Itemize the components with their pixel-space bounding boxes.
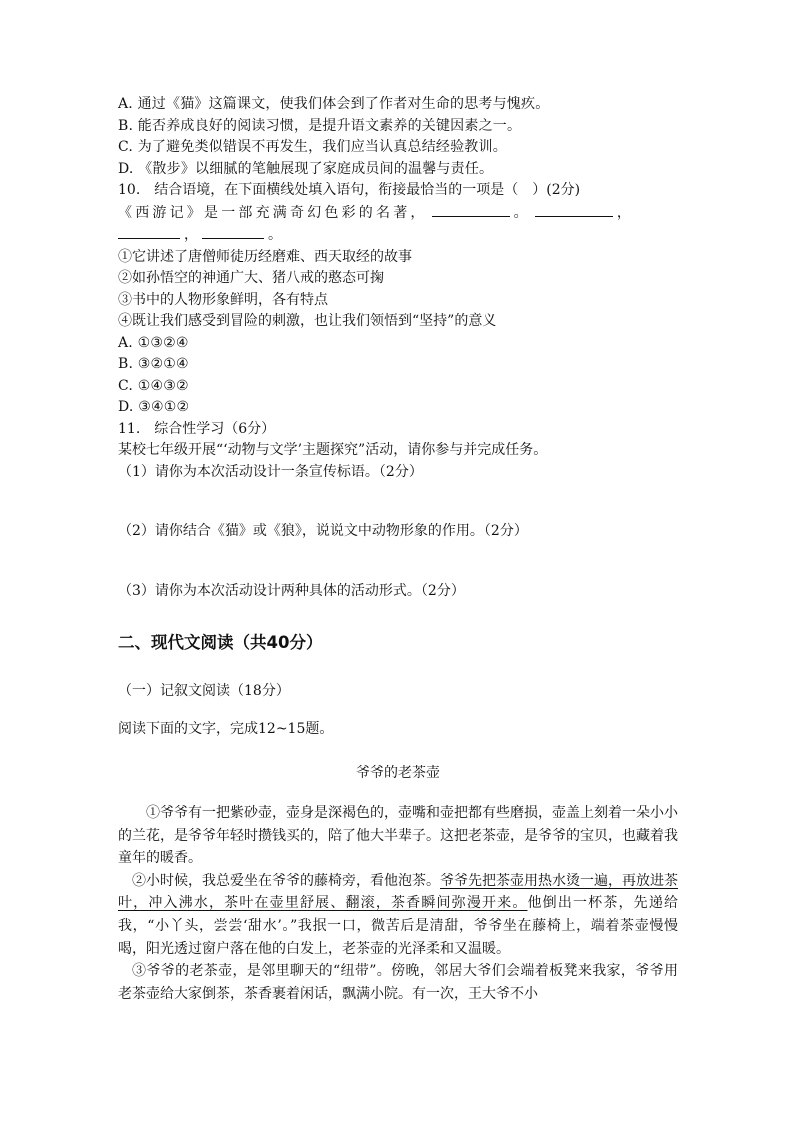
q10-blank-2 xyxy=(535,202,613,217)
paragraph-2-end: 他倒出一杯茶，先递给我，“小丫头，尝尝‘甜水’。”我抿一口，微苦后是清甜，爷爷坐在藤椅上，端着茶壶慢慢喝，阳光透过窗户落在他的白发上，老茶壶的光泽柔和又温暖。 xyxy=(118,895,678,957)
page-content xyxy=(118,94,678,1005)
q10-option-d: D. ③④①② xyxy=(118,399,190,415)
reading-instruction: 阅读下面的文字，完成12~15题。 xyxy=(118,721,334,737)
paragraph-2-start: ②小时候，我总爱坐在爷爷的藤椅旁，看他泡茶。 xyxy=(132,872,440,889)
q10-item-2: ②如孙悟空的神通广大、猪八戒的憨态可掬 xyxy=(118,270,384,286)
q10-sep-2: ， xyxy=(616,204,635,221)
q10-sep-3: ， xyxy=(184,227,198,243)
q10-sentence-start: 《西游记》是一部充满奇幻色彩的名著， xyxy=(118,204,428,221)
q10-blank-1 xyxy=(432,202,510,217)
story-title: 爷爷的老茶壶 xyxy=(356,765,440,781)
q9-option-a: A. 通过《猫》这篇课文，使我们体会到了作者对生命的思考与愧疚。 xyxy=(118,96,550,112)
q10-sep-4: 。 xyxy=(268,227,282,243)
q11-task-3: （3）请你为本次活动设计两种具体的活动形式。（2分） xyxy=(118,582,465,599)
q9-option-c: C. 为了避免类似错误不再发生，我们应当认真总结经验教训。 xyxy=(118,139,507,155)
q11-task-1: （1）请你为本次活动设计一条宣传标语。（2分） xyxy=(118,463,423,480)
q10-stem: 10. 结合语境，在下面横线处填入语句，衔接最恰当的一项是（ ）(2分) xyxy=(118,182,581,198)
q10-blank-4 xyxy=(202,224,264,239)
q9-option-d: D. 《散步》以细腻的笔触展现了家庭成员间的温馨与责任。 xyxy=(118,160,494,177)
q10-item-3: ③书中的人物形象鲜明，各有特点 xyxy=(118,291,328,308)
paragraph-3: ③爷爷的老茶壶，是邻里聊天的“纽带”。傍晚，邻居大爷们会端着板凳来我家，爷爷用老茶壶给大家倒茶，茶香裹着闲话，飘满小院。有一次，王大爷不小 xyxy=(118,963,678,1002)
q11-intro: 某校七年级开展“‘动物与文学’主题探究”活动，请你参与并完成任务。 xyxy=(118,442,548,458)
section-title: 二、现代文阅读（共40分） xyxy=(118,633,323,652)
q11-task-2: （2）请你结合《猫》或《狼》，说说文中动物形象的作用。（2分） xyxy=(118,523,528,539)
q10-sentence xyxy=(118,202,678,225)
underlined-sentence: 爷爷先把茶壶用热水烫一遍，再放进茶叶，冲入沸水，茶叶在壶里舒展、翻滚，茶香瞬间弥漫开来。 xyxy=(118,872,678,912)
q10-item-4: ④既让我们感受到冒险的刺激，也让我们领悟到“坚持”的意义 xyxy=(118,313,497,329)
q10-option-a: A. ①③②④ xyxy=(118,334,189,351)
sub-section-title: （一）记叙文阅读（18分） xyxy=(118,683,290,699)
answer-space-2 xyxy=(118,543,678,579)
answer-space-1 xyxy=(118,483,678,519)
q10-sep-1: 。 xyxy=(513,204,531,221)
paragraph-2 xyxy=(118,870,678,960)
q11-stem: 11. 综合性学习（6分） xyxy=(118,420,276,437)
q9-option-b: B. 能否养成良好的阅读习惯，是提升语文素养的关键因素之一。 xyxy=(118,117,522,134)
q10-item-1: ①它讲述了唐僧师徒历经磨难、西天取经的故事 xyxy=(118,248,412,265)
q10-option-c: C. ①④③② xyxy=(118,377,189,394)
q10-option-b: B. ③②①④ xyxy=(118,356,189,372)
paragraph-1: ①爷爷有一把紫砂壶，壶身是深褐色的，壶嘴和壶把都有些磨损，壶盖上刻着一朵小小的兰花，是爷爷年轻时攒钱买的，陪了他大半辈子。这把老茶壶，是爷爷的宝贝，也藏着我童年的暖香。 xyxy=(118,805,678,867)
q10-sentence-cont xyxy=(118,224,678,247)
q10-blank-3 xyxy=(118,224,180,239)
